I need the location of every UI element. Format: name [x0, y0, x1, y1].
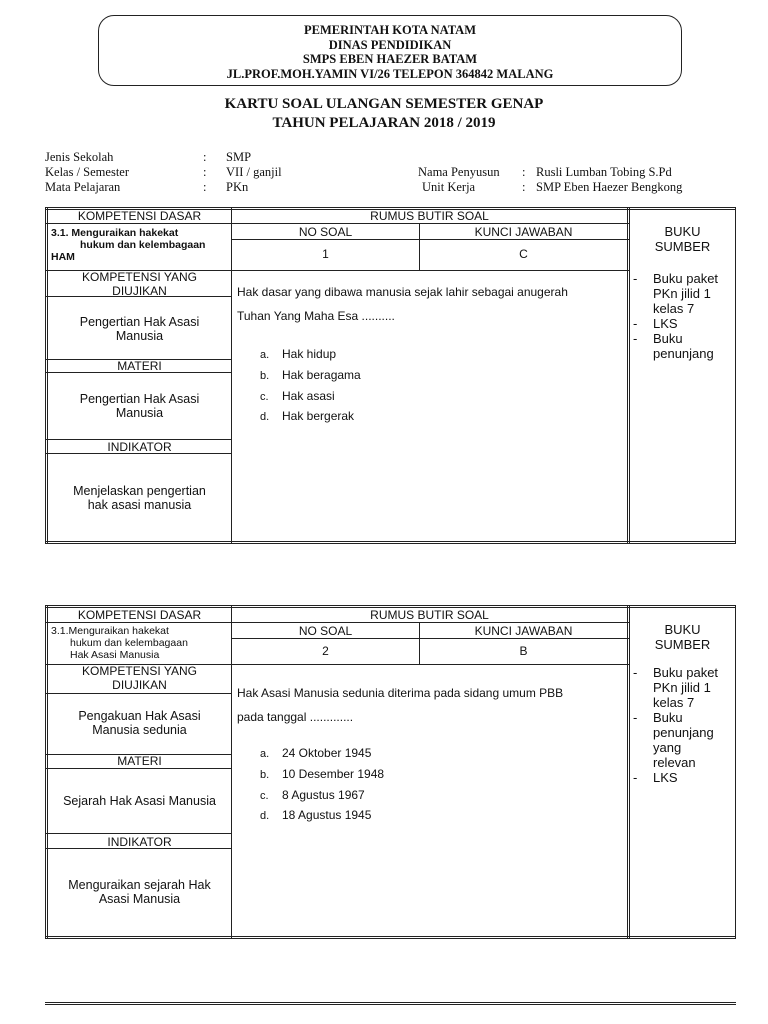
option-text: Hak asasi [282, 389, 335, 403]
info-colon: : [522, 165, 526, 179]
kompetensi-dasar-label: KOMPETENSI DASAR [77, 209, 202, 223]
indikator-text [48, 484, 231, 512]
source-item [633, 346, 718, 361]
option-letter: d. [260, 810, 270, 822]
answer-option [260, 808, 371, 822]
buku-sumber-line: BUKU [664, 224, 701, 239]
source-dash: - [633, 331, 638, 346]
option-letter: b. [260, 769, 270, 781]
info-mapel-value: PKn [226, 180, 249, 194]
source-item [633, 316, 718, 331]
source-text: Buku paket [653, 271, 719, 286]
source-dash [633, 286, 653, 301]
text-line: Manusia sedunia [92, 723, 187, 737]
text-line: hak asasi manusia [87, 498, 192, 512]
source-dash [633, 301, 653, 316]
info-unit-value: SMP Eben Haezer Bengkong [536, 180, 683, 194]
option-text: 8 Agustus 1967 [282, 788, 365, 802]
kd-line: 3.1. Menguraikan hakekat [51, 227, 179, 239]
kompetensi-diujikan-text [48, 709, 231, 737]
source-item [633, 710, 718, 725]
option-letter: a. [260, 349, 270, 361]
rumus-butir-soal-label: RUMUS BUTIR SOAL [370, 608, 489, 622]
label-line: KOMPETENSI YANG [82, 270, 197, 284]
text-line: Pengakuan Hak Asasi [78, 709, 201, 723]
buku-sumber-line: SUMBER [654, 239, 711, 254]
source-text: LKS [653, 316, 678, 331]
text-line: Manusia [115, 406, 164, 420]
document-title: KARTU SOAL ULANGAN SEMESTER GENAP [224, 96, 544, 112]
source-item [633, 286, 718, 301]
school-header [98, 15, 682, 86]
kd-line: HAM [51, 251, 75, 263]
materi-label: MATERI [117, 359, 162, 373]
source-dash: - [633, 770, 638, 785]
text-line: Sejarah Hak Asasi Manusia [63, 794, 216, 808]
kd-line: hukum dan kelembagaan [70, 637, 188, 649]
buku-sumber-label [630, 622, 735, 652]
next-card-border [45, 1002, 736, 1003]
text-line: Pengertian Hak Asasi [79, 315, 200, 329]
option-text: 24 Oktober 1945 [282, 746, 372, 760]
kompetensi-dasar-label: KOMPETENSI DASAR [77, 608, 202, 622]
kunci-jawaban-value: B [519, 644, 528, 658]
option-text: 10 Desember 1948 [282, 767, 385, 781]
info-colon: : [522, 180, 526, 194]
answer-option [260, 368, 361, 382]
source-item [633, 665, 718, 680]
source-item [633, 271, 718, 286]
source-dash [633, 346, 653, 361]
source-item [633, 695, 718, 710]
source-text: PKn jilid 1 [653, 680, 711, 695]
source-dash [633, 725, 653, 740]
source-text: LKS [653, 770, 678, 785]
info-penyusun-label: Nama Penyusun [418, 165, 500, 179]
document-subtitle: TAHUN PELAJARAN 2018 / 2019 [272, 115, 496, 131]
option-letter: c. [260, 790, 269, 802]
source-text: Buku paket [653, 665, 719, 680]
kunci-jawaban-label: KUNCI JAWABAN [474, 225, 573, 239]
text-line: Menguraikan sejarah Hak [68, 878, 211, 892]
source-dash [633, 695, 653, 710]
source-item [633, 301, 718, 316]
answer-option [260, 347, 336, 361]
source-item [633, 725, 718, 740]
no-soal-value: 2 [322, 644, 329, 658]
info-jenis-value: SMP [226, 150, 252, 164]
header-line-department: DINAS PENDIDIKAN [328, 37, 452, 52]
info-jenis-label: Jenis Sekolah [45, 150, 114, 164]
kompetensi-diujikan-label [48, 664, 231, 692]
source-dash [633, 740, 653, 755]
source-item [633, 770, 718, 785]
source-dash: - [633, 271, 638, 286]
indikator-label: INDIKATOR [107, 835, 172, 849]
option-text: Hak hidup [282, 347, 337, 361]
kunci-jawaban-value: C [519, 247, 528, 261]
header-line-school: SMPS EBEN HAEZER BATAM [302, 52, 478, 66]
no-soal-value: 1 [322, 247, 329, 261]
info-colon: : [203, 150, 207, 164]
info-mapel-label: Mata Pelajaran [45, 180, 121, 194]
source-item [633, 680, 718, 695]
materi-text [48, 392, 231, 420]
source-item [633, 331, 718, 346]
kd-line: 3.1.Menguraikan hakekat [51, 625, 169, 637]
header-line-address: JL.PROF.MOH.YAMIN VI/26 TELEPON 364842 MALANG [226, 66, 554, 81]
source-text: penunjang [653, 346, 714, 361]
rumus-butir-soal-label: RUMUS BUTIR SOAL [370, 209, 489, 223]
question-card-2 [45, 605, 736, 940]
source-text: kelas 7 [653, 301, 695, 316]
source-text: penunjang [653, 725, 714, 740]
question-line: Hak Asasi Manusia sedunia diterima pada sidang umum PBB [237, 686, 564, 700]
label-line: KOMPETENSI YANG [82, 664, 197, 678]
buku-sumber-label [630, 224, 735, 254]
source-dash [633, 755, 653, 770]
buku-sumber-line: SUMBER [654, 637, 711, 652]
buku-sumber-list [633, 665, 718, 785]
kompetensi-dasar-text [51, 625, 188, 661]
materi-label: MATERI [117, 754, 162, 768]
kd-line: hukum dan kelembagaan [80, 239, 206, 251]
kompetensi-diujikan-text [48, 315, 231, 343]
info-penyusun-value: Rusli Lumban Tobing S.Pd [536, 165, 672, 179]
option-letter: d. [260, 411, 270, 423]
question-line: Hak dasar yang dibawa manusia sejak lahir sebagai anugerah [237, 285, 568, 299]
no-soal-label: NO SOAL [298, 225, 353, 239]
answer-option [260, 746, 371, 760]
source-dash [633, 680, 653, 695]
text-line: Menjelaskan pengertian [73, 484, 206, 498]
buku-sumber-line: BUKU [664, 622, 701, 637]
question-line: Tuhan Yang Maha Esa .......... [237, 309, 395, 323]
indikator-text [48, 878, 231, 906]
source-text: Buku [653, 331, 683, 346]
option-text: 18 Agustus 1945 [282, 808, 372, 822]
source-item [633, 755, 718, 770]
source-dash: - [633, 665, 638, 680]
text-line: Asasi Manusia [98, 892, 181, 906]
question-card-1 [45, 207, 736, 545]
label-line: DIUJIKAN [112, 678, 167, 692]
question-text [237, 681, 625, 729]
text-line: Pengertian Hak Asasi [79, 392, 200, 406]
source-text: Buku [653, 710, 683, 725]
kompetensi-diujikan-label [48, 270, 231, 298]
source-text: relevan [653, 755, 696, 770]
header-line-government: PEMERINTAH KOTA NATAM [304, 23, 476, 37]
source-text: yang [653, 740, 682, 755]
kunci-jawaban-label: KUNCI JAWABAN [474, 624, 573, 638]
info-kelas-value: VII / ganjil [226, 165, 282, 179]
option-text: Hak beragama [282, 368, 361, 382]
answer-option [260, 389, 335, 403]
kompetensi-dasar-text [51, 227, 205, 263]
source-dash: - [633, 316, 638, 331]
materi-text [48, 794, 231, 808]
info-kelas-label: Kelas / Semester [45, 165, 130, 179]
source-dash: - [633, 710, 638, 725]
info-colon: : [203, 180, 207, 194]
source-item [633, 740, 718, 755]
answer-option [260, 409, 354, 423]
kd-line: Hak Asasi Manusia [70, 649, 160, 661]
indikator-label: INDIKATOR [107, 440, 172, 454]
question-line: pada tanggal ............. [237, 710, 354, 724]
option-letter: c. [260, 391, 269, 403]
option-text: Hak bergerak [282, 409, 355, 423]
info-colon: : [203, 165, 207, 179]
answer-option [260, 788, 365, 802]
no-soal-label: NO SOAL [298, 624, 353, 638]
info-unit-label: Unit Kerja [422, 180, 476, 194]
option-letter: b. [260, 370, 270, 382]
text-line: Manusia [115, 329, 164, 343]
next-card-border [45, 1004, 736, 1005]
option-letter: a. [260, 748, 270, 760]
source-text: kelas 7 [653, 695, 695, 710]
question-text [237, 280, 625, 328]
label-line: DIUJIKAN [112, 284, 167, 298]
source-text: PKn jilid 1 [653, 286, 711, 301]
answer-option [260, 767, 384, 781]
buku-sumber-list [633, 271, 718, 361]
